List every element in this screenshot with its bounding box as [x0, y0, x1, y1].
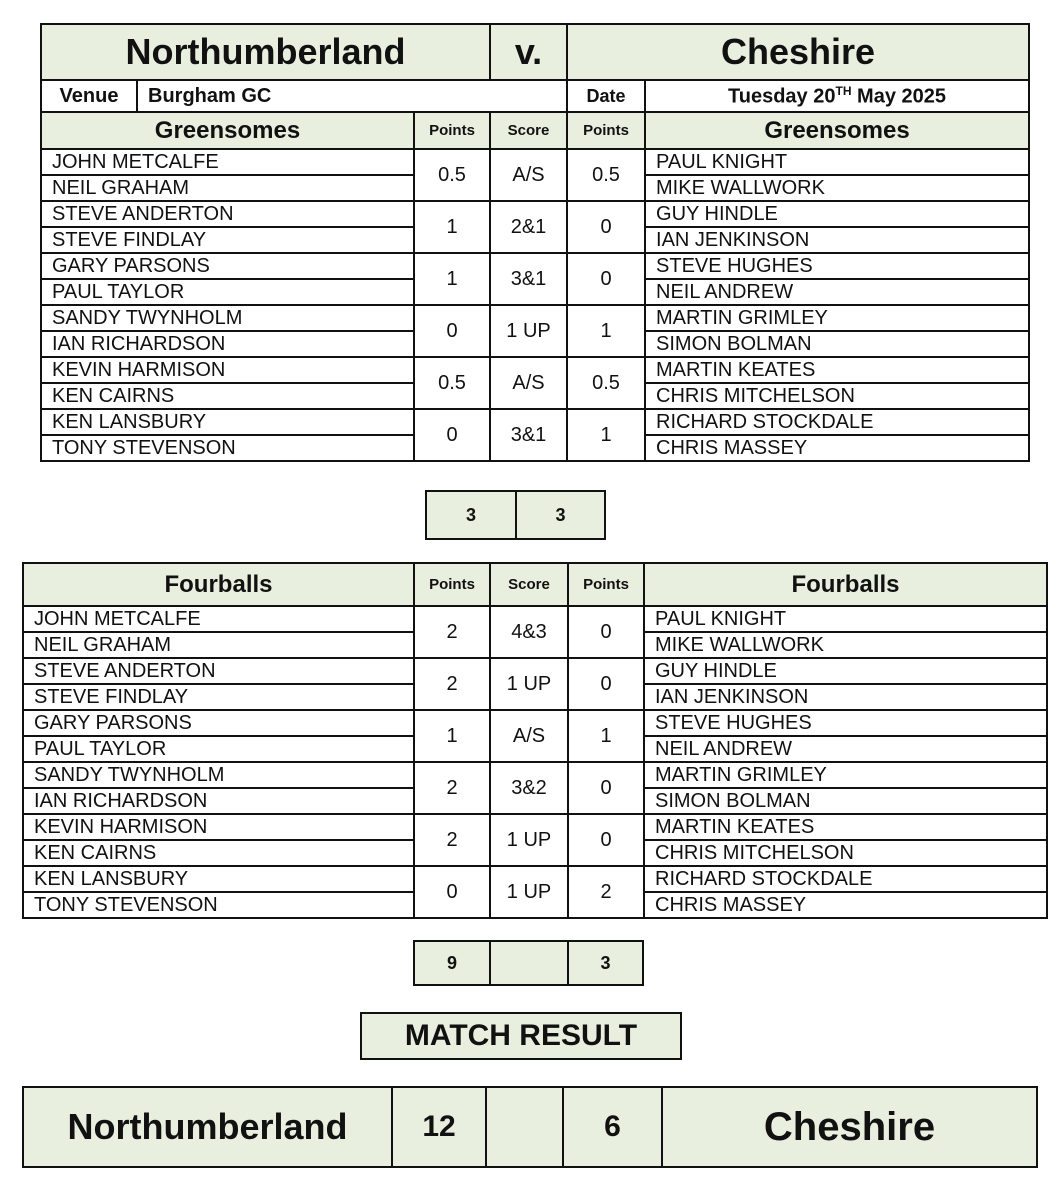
home-points: 0.5	[414, 357, 490, 409]
home-points: 1	[414, 710, 490, 762]
away-player: STEVE HUGHES	[644, 710, 1047, 736]
versus-label: v.	[490, 24, 567, 80]
fourballs-middle-subtotal	[490, 941, 568, 985]
away-team-title: Cheshire	[567, 24, 1029, 80]
fourballs-match-row	[23, 866, 1047, 892]
final-result-bar	[22, 1086, 1038, 1168]
home-player: TONY STEVENSON	[41, 435, 414, 461]
fourballs-match-row	[23, 658, 1047, 684]
away-player: CHRIS MITCHELSON	[645, 383, 1029, 409]
greensomes-home-subtotal: 3	[426, 491, 516, 539]
home-points: 2	[414, 658, 490, 710]
final-middle	[486, 1087, 563, 1167]
away-player: PAUL KNIGHT	[645, 149, 1029, 175]
away-player: NEIL ANDREW	[644, 736, 1047, 762]
fourballs-match-row	[23, 710, 1047, 736]
greensomes-scorecard	[40, 23, 1030, 462]
away-player: CHRIS MITCHELSON	[644, 840, 1047, 866]
away-player: RICHARD STOCKDALE	[645, 409, 1029, 435]
home-points: 2	[414, 814, 490, 866]
match-score: 1 UP	[490, 658, 568, 710]
home-player: IAN RICHARDSON	[23, 788, 414, 814]
home-player: KEN CAIRNS	[41, 383, 414, 409]
fourballs-away-heading: Fourballs	[644, 563, 1047, 606]
away-points: 0.5	[567, 149, 645, 201]
home-player: KEN LANSBURY	[41, 409, 414, 435]
away-points: 0	[568, 606, 644, 658]
home-player: PAUL TAYLOR	[41, 279, 414, 305]
home-player: JOHN METCALFE	[23, 606, 414, 632]
home-player: TONY STEVENSON	[23, 892, 414, 918]
home-team-title: Northumberland	[41, 24, 490, 80]
away-points-heading: Points	[568, 563, 644, 606]
fourballs-match-row	[23, 606, 1047, 632]
greensomes-home-heading: Greensomes	[41, 112, 414, 149]
greensomes-match-row	[41, 201, 1029, 227]
home-points: 2	[414, 762, 490, 814]
greensomes-match-row	[41, 357, 1029, 383]
fourballs-home-subtotal: 9	[414, 941, 490, 985]
home-player: STEVE FINDLAY	[41, 227, 414, 253]
match-score: A/S	[490, 357, 567, 409]
away-points: 0	[568, 762, 644, 814]
away-player: STEVE HUGHES	[645, 253, 1029, 279]
away-player: IAN JENKINSON	[644, 684, 1047, 710]
greensomes-match-row	[41, 253, 1029, 279]
away-points: 1	[567, 409, 645, 461]
match-score: 2&1	[490, 201, 567, 253]
fourballs-scorecard	[22, 562, 1048, 919]
away-points: 0	[568, 814, 644, 866]
home-player: KEVIN HARMISON	[23, 814, 414, 840]
away-points: 1	[568, 710, 644, 762]
home-points: 2	[414, 606, 490, 658]
home-player: GARY PARSONS	[23, 710, 414, 736]
home-player: KEN CAIRNS	[23, 840, 414, 866]
home-player: PAUL TAYLOR	[23, 736, 414, 762]
venue-label: Venue	[41, 80, 137, 112]
away-player: MARTIN GRIMLEY	[644, 762, 1047, 788]
away-player: GUY HINDLE	[644, 658, 1047, 684]
home-player: IAN RICHARDSON	[41, 331, 414, 357]
home-player: SANDY TWYNHOLM	[23, 762, 414, 788]
home-points: 0	[414, 409, 490, 461]
away-player: MARTIN KEATES	[644, 814, 1047, 840]
home-points: 0	[414, 866, 490, 918]
home-player: STEVE FINDLAY	[23, 684, 414, 710]
away-player: MARTIN GRIMLEY	[645, 305, 1029, 331]
final-away-team: Cheshire	[662, 1087, 1037, 1167]
away-player: NEIL ANDREW	[645, 279, 1029, 305]
home-player: STEVE ANDERTON	[23, 658, 414, 684]
match-score: 3&1	[490, 409, 567, 461]
match-score: 1 UP	[490, 866, 568, 918]
date-value: Tuesday 20TH May 2025	[645, 80, 1029, 112]
away-points: 2	[568, 866, 644, 918]
away-points: 0	[567, 201, 645, 253]
away-points: 0.5	[567, 357, 645, 409]
away-player: GUY HINDLE	[645, 201, 1029, 227]
home-points-heading: Points	[414, 563, 490, 606]
match-score: 1 UP	[490, 305, 567, 357]
home-points-heading: Points	[414, 112, 490, 149]
greensomes-match-row	[41, 409, 1029, 435]
away-points: 1	[567, 305, 645, 357]
fourballs-away-subtotal: 3	[568, 941, 643, 985]
greensomes-match-row	[41, 149, 1029, 175]
fourballs-match-row	[23, 814, 1047, 840]
away-player: CHRIS MASSEY	[644, 892, 1047, 918]
match-score: 3&1	[490, 253, 567, 305]
home-points: 1	[414, 253, 490, 305]
match-score: 3&2	[490, 762, 568, 814]
away-player: PAUL KNIGHT	[644, 606, 1047, 632]
home-player: STEVE ANDERTON	[41, 201, 414, 227]
score-heading: Score	[490, 112, 567, 149]
away-player: IAN JENKINSON	[645, 227, 1029, 253]
home-player: NEIL GRAHAM	[23, 632, 414, 658]
home-player: SANDY TWYNHOLM	[41, 305, 414, 331]
final-home-total: 12	[392, 1087, 486, 1167]
home-player: JOHN METCALFE	[41, 149, 414, 175]
match-score: A/S	[490, 710, 568, 762]
match-result-heading: MATCH RESULT	[360, 1012, 682, 1060]
away-points-heading: Points	[567, 112, 645, 149]
away-points: 0	[567, 253, 645, 305]
home-points: 0	[414, 305, 490, 357]
away-player: MARTIN KEATES	[645, 357, 1029, 383]
home-player: KEVIN HARMISON	[41, 357, 414, 383]
away-player: RICHARD STOCKDALE	[644, 866, 1047, 892]
venue-value: Burgham GC	[137, 80, 567, 112]
greensomes-subtotal	[425, 490, 606, 540]
match-score: A/S	[490, 149, 567, 201]
final-home-team: Northumberland	[23, 1087, 392, 1167]
date-label: Date	[567, 80, 645, 112]
greensomes-away-heading: Greensomes	[645, 112, 1029, 149]
home-points: 1	[414, 201, 490, 253]
away-player: SIMON BOLMAN	[644, 788, 1047, 814]
home-points: 0.5	[414, 149, 490, 201]
final-away-total: 6	[563, 1087, 662, 1167]
fourballs-subtotal	[413, 940, 644, 986]
score-heading: Score	[490, 563, 568, 606]
match-score: 4&3	[490, 606, 568, 658]
away-points: 0	[568, 658, 644, 710]
fourballs-home-heading: Fourballs	[23, 563, 414, 606]
home-player: KEN LANSBURY	[23, 866, 414, 892]
greensomes-match-row	[41, 305, 1029, 331]
away-player: CHRIS MASSEY	[645, 435, 1029, 461]
greensomes-away-subtotal: 3	[516, 491, 605, 539]
match-score: 1 UP	[490, 814, 568, 866]
home-player: GARY PARSONS	[41, 253, 414, 279]
away-player: MIKE WALLWORK	[644, 632, 1047, 658]
home-player: NEIL GRAHAM	[41, 175, 414, 201]
fourballs-match-row	[23, 762, 1047, 788]
away-player: MIKE WALLWORK	[645, 175, 1029, 201]
away-player: SIMON BOLMAN	[645, 331, 1029, 357]
